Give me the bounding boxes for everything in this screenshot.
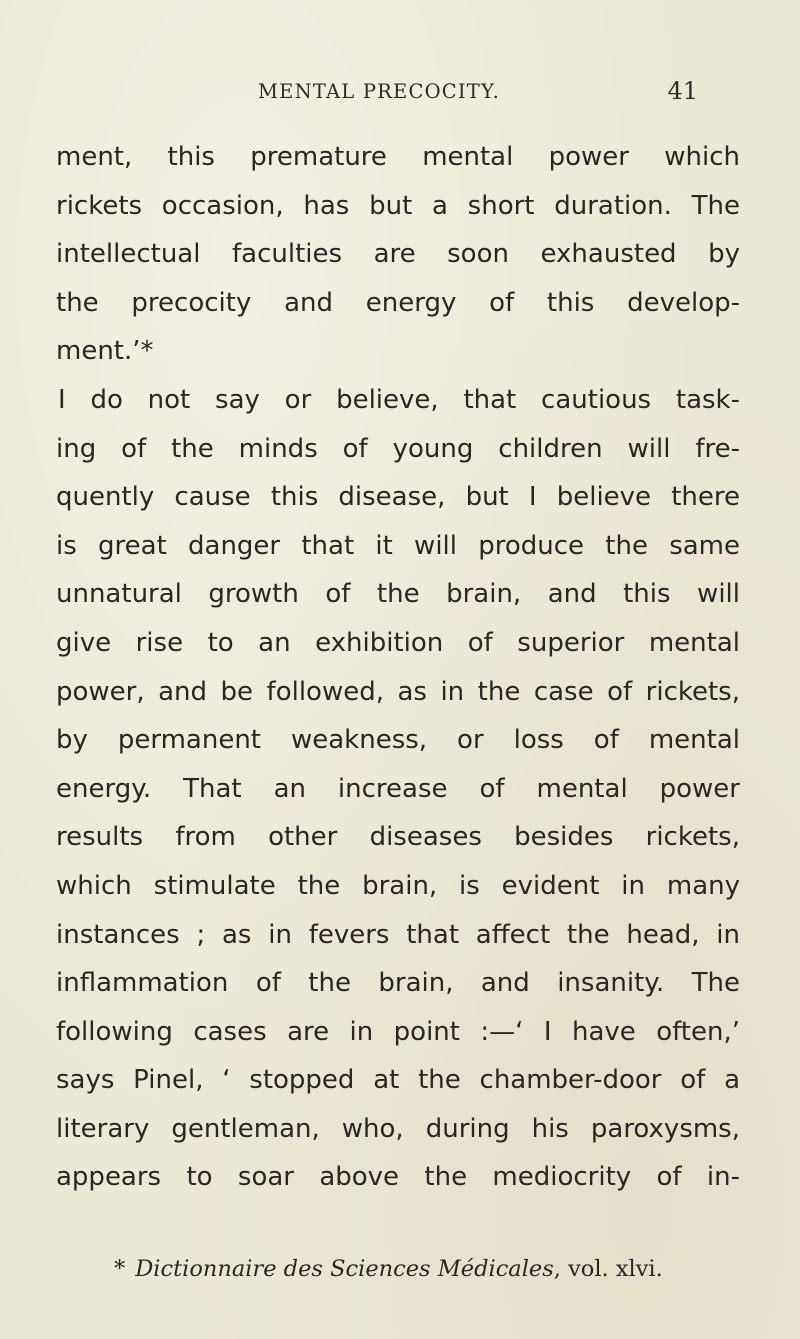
text-line: is great danger that it will produce the same — [56, 530, 740, 561]
text-line: ing of the minds of young children will fre- — [56, 433, 740, 464]
text-line: ment, this premature mental power which — [56, 142, 740, 172]
body-text — [56, 133, 740, 1202]
text-line: quently cause this disease, but I believe there — [56, 482, 740, 513]
text-line: by permanent weakness, or loss of mental — [56, 725, 740, 756]
footnote-title: Dictionnaire des Sciences Médicales — [135, 1256, 554, 1282]
text-line: says Pinel, ‘ stopped at the chamber-door of a — [56, 1065, 740, 1096]
text-line: literary gentleman, who, during his paroxysms, — [56, 1113, 740, 1144]
page-number: 41 — [667, 77, 698, 105]
text-line: results from other diseases besides rickets, — [56, 822, 740, 853]
text-line: intellectual faculties are soon exhausted by — [56, 239, 740, 270]
text-line: the precocity and energy of this develop- — [56, 287, 740, 318]
footnote-volume: , vol. xlvi. — [553, 1256, 663, 1282]
text-line: unnatural growth of the brain, and this will — [56, 579, 740, 610]
text-line: which stimulate the brain, is evident in many — [56, 870, 740, 901]
footnote — [114, 1256, 714, 1282]
text-line: energy. That an increase of mental power — [56, 773, 740, 804]
text-line: following cases are in point :—‘ I have often,’ — [56, 1016, 740, 1047]
page-header — [258, 77, 698, 120]
text-line: ment.’* — [56, 336, 154, 367]
text-line: I do not say or believe, that cautious task- — [58, 384, 740, 415]
text-line: rickets occasion, has but a short duration. The — [56, 190, 740, 221]
running-head: MENTAL PRECOCITY. — [258, 80, 500, 103]
text-line: inflammation of the brain, and insanity. The — [56, 968, 740, 999]
text-line: give rise to an exhibition of superior mental — [56, 627, 740, 658]
text-line: power, and be followed, as in the case of rickets, — [56, 676, 740, 707]
text-line: appears to soar above the mediocrity of in- — [56, 1162, 740, 1193]
footnote-marker: * — [114, 1256, 126, 1282]
text-line: instances ; as in fevers that affect the head, in — [56, 919, 740, 950]
